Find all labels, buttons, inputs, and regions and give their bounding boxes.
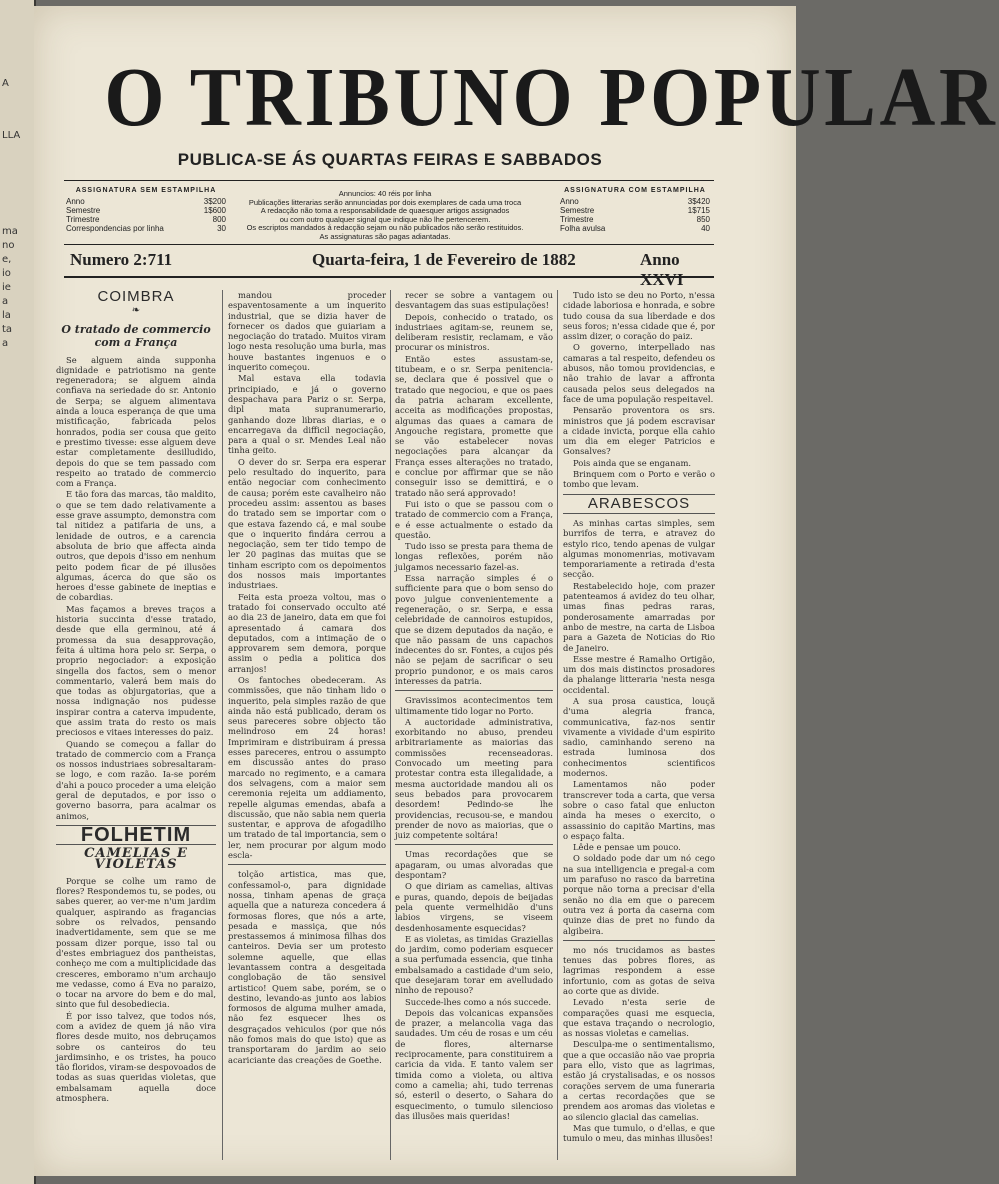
strip-fragment: la: [2, 310, 11, 321]
paragraph: Esse mestre é Ramalho Ortigão, um dos mais distinctos prosadores da phalange litteraria 'nesta nesga occidental.: [563, 653, 715, 695]
paragraph: E as violetas, as timidas Graziellas do jardim, como poderiam esquecer a sua perfumada essencia, que tinha embalsamado a castidade d'um seio, que desejaram torar em avelludado ninho de repouso?: [395, 933, 553, 996]
column-divider: [222, 290, 223, 1160]
paragraph: O que diriam as camelias, altivas e puras, quando, depois de beijadas pela quente vermelhidão d'uns labios virgens, se viseem desdenhosamente esquecidas?: [395, 881, 553, 933]
masthead-subtitle: PUBLICA-SE ÁS QUARTAS FEIRAS E SABBADOS: [177, 150, 603, 169]
feuilleton-title: CAMELIAS E VIOLETAS: [84, 846, 188, 872]
column-4: [563, 290, 715, 1144]
strip-fragment: e,: [2, 254, 12, 265]
paragraph: O dever do sr. Serpa era esperar pelo resultado do inquerito, para então negociar com conhecimento de causa; porém este cavalheiro não procedeu assim: assentou as bases do tratado sem se importar com o que estava fazendo cá, e mal soube que o inquerito findára cerrou a negociação, sem ter tido tempo de ler 20 paginas das muitas que se tinham escripto com os depoimentos dos nossos mais importantes industriaes.: [228, 456, 386, 591]
paragraph: Quando se começou a fallar do tratado de commercio com a França os nossos industriaes sobresaltaram-se logo, e com razão. Ia-se porém d'ahi a pouco proceder a uma eleição geral de deputados, e por isso o governo basorra, para acalmar os animos,: [56, 738, 216, 821]
paragraph: O soldado pode dar um nó cego na sua intelligencia e pregal-a com um parafuso no rasco da barretina porque não torna a precisar d'ella senão no dia em que o parecem outra vez á porta da caserna com quinze dias de pret no fundo da algibeira.: [563, 853, 715, 936]
paragraph: A sua prosa caustica, louçã d'uma alegria franca, communicativa, faz-nos sentir vivamente a vividade d'um espirito sadio, caminhando sereno na estrada luminosa dos conhecimentos scientificos modernos.: [563, 695, 715, 779]
issue-number: Numero 2:711: [70, 250, 173, 269]
paragraph: Depois, conhecido o tratado, os industriaes agitam-se, reunem se, deliberam resistir, reclamam, e vão procurar os ministros.: [395, 311, 553, 353]
paragraph: Succede-lhes como a nós succede.: [405, 996, 552, 1007]
paragraph: Mal estava ella todavia principiado, e já o governo despachava para Pariz o sr. Serpa, dipl mata supranumerario, ganhando doze libras diarias, e o encarregava da difficil negociação, para a qual o sr. Mendes Leal não tinha geito.: [228, 373, 386, 456]
subscription-right-heading: ASSIGNATURA COM ESTAMPILHA: [564, 187, 706, 194]
strip-fragment: ma: [2, 226, 18, 237]
subscription-row: Trimestre 800: [66, 215, 226, 224]
dateline-top-rule: [64, 244, 714, 245]
strip-fragment: ta: [2, 324, 13, 335]
paragraph: recer se sobre a vantagem ou desvantagem das suas estipulações!: [395, 290, 553, 311]
strip-fragment: io: [2, 268, 11, 279]
paragraph: Mas que tumulo, o d'ellas, e que tumulo o meu, das minhas illusões!: [563, 1122, 715, 1144]
masthead-title: O TRIBUNO POPULAR: [104, 51, 999, 144]
paragraph: Restabelecido hoje, com prazer patenteamos á avidez do teu olhar, umas finas pedras raras, ponderosamente amarradas por anbo de mestre, na carta de Lisboa para a Gazeta de Noticias do Rio de Janeiro.: [563, 580, 715, 653]
strip-fragment: LLA: [2, 130, 21, 141]
subscription-row: Correspondencias por linha 30: [66, 224, 226, 233]
paragraph: Pois ainda que se enganam.: [573, 457, 692, 468]
strip-fragment: a: [2, 296, 9, 307]
strip-fragment: A: [2, 78, 9, 89]
ornament: ❧: [131, 305, 141, 317]
paragraph: E tão fora das marcas, tão maldito, o que se tem dado relativamente a esse grave assumpto, demonstra com tal nitidez a patifaria de uns, a lenidade de outros, e a carencia absoluta de brio que affecta ainda outros, que depois d'isso em nenhum peito podem ficar de pé illusões algumas, ácerca do que são os heroes d'esse gabinete de ineptias e de cobardias.: [56, 489, 216, 603]
paragraph: Brinquem com o Porto e verão o tombo que levam.: [563, 469, 715, 490]
paragraph: Porque se colhe um ramo de flores? Respondemos tu, se podes, ou sabes querer, ao ver-me n'um jardim qualquer, aspirando as fragancias sobre os relvados, pensando inadvertidamente, sem que se me possam dizer porque, isso tal ou d'estes embriaguez dos pantheistas, conheço me com a multiplicidade das cresceres, emboramo n'um archaujo me vedasse, como á Eva no paraizo, o tocar na arvore do bem e do mal, sinto que ful desobediecia.: [56, 875, 216, 1010]
paragraph: Mas façamos a breves traços a historia succinta d'esse tratado, desde que ella germinou, até á promessa da sua desapprovação, feita á ultima hora pelo sr. Serpa, o proprio negociador: a exposição singella dos factos, sem o menor commentario, valerá bem mais do que todas as objurgatorias, que a nossa indignação nos pudesse inspirar contra a caterva impudente, que assim trata do resto os mais preciosos e vitaes interesses do paiz.: [56, 603, 216, 738]
paragraph: Então estes assustam-se, titubeam, e o sr. Serpa penitencia-se, declara que é possivel que o tratado que negociou, e que os paes da patria acharam excellente, acceita as modificações propostas, algumas das quaes a camara de Angouche registara, promette que se vão estabelecer novas negociações para alcançar da França esses alterações no tratado, e conclue por affirmar que se não conseguir isso se demittirá, e o tratado não será approvado!: [395, 353, 553, 498]
paragraph: Lêde e pensae um pouco.: [573, 842, 681, 853]
paragraph: mandou proceder espaventosamente a um inquerito industrial, que se dizia haver de fornecer os dados que guiariam a negociação do tratado. Muitos viram logo nesta resolução uma burla, mas houve bastantes ingenuos e o inquerito começou.: [228, 290, 386, 373]
paragraph: O governo, interpellado nas camaras a tal respeito, defendeu os abusos, não tomou providencias, e não trahio de lavar a affronta causada pelos seus delegados na face de uma população respeitavel.: [563, 342, 715, 404]
issue-year: Anno XXVI: [640, 250, 684, 289]
subscription-row: Trimestre 850: [560, 215, 710, 224]
subscription-right: [560, 186, 710, 233]
paragraph: É por isso talvez, que todos nós, com a avidez de quem já não vira flores desde muito, nos debruçamos sobre os canteiros do teu jardimsinho, e os tristes, ha pouco tão floridos, viram-se despovoados de todas as suas queridas violetas, que embalsamam aquella doce atmosphera.: [56, 1010, 216, 1104]
paragraph: tolção artistica, mas que, confessamol-o, para dignidade nossa, tinham apenas de graça aquella que a natureza concedera á formosas flores, que nós a arte, pesada e massiça, que nós prestassemos á minimosa filhas dos canteiros. Devia ser um protesto solemne aquelle, que ellas levantassem contra a desgeitada conglobação de tão sensivel artistico! Quem sabe, porém, se o destino, levando-as junto aos labios formosos de alguma mulher amada, não fez esquecer lhes os desgraçados vehiculos (por que nós não fomos mais do que isto) que as transportaram do jardim ao seio acariciante das creações de Goethe.: [228, 869, 386, 1065]
section-rule: [563, 513, 715, 514]
subscription-row: Semestre 1$600: [66, 206, 226, 215]
section-rule: [563, 940, 715, 941]
subscription-left-heading: ASSIGNATURA SEM ESTAMPILHA: [75, 187, 217, 194]
publication-notice: Annuncios: 40 réis por linha Publicações litterarias serão annunciadas por dois exemplares de cada uma troca A redacção não toma a responsabilidade de quaesquer artigos assignados ou com outro qualquer signal que indique não lhe pertencerem. Os escriptos mandados á redacção sejam ou não publicados não serão restituidos. As assignaturas são pagas adiantadas.: [246, 189, 524, 241]
subscription-row: Semestre 1$715: [560, 206, 710, 215]
column-divider: [557, 290, 558, 1160]
strip-fragment: no: [2, 240, 15, 251]
paragraph: Tudo isto se deu no Porto, n'essa cidade laboriosa e honrada, e sobre tudo cousa da sua liberdade e dos seus foros; n'essa cidade que é, por assim dizer, o coração do paiz.: [563, 290, 715, 342]
section-rule: [395, 844, 553, 845]
dateline: [70, 250, 710, 289]
paragraph: A auctoridade administrativa, exorbitando no abuso, prendeu arbitrariamente as maiorias das commissões recenseadoras. Convocado um meeting para protestar contra esta illegalidade, a mesma auctoridade mandou ali os seus bebados para provocarem desordem! Pedindo-se lhe providencias, recusou-se, e mandou prender de novo as maiorias, que o juiz competente soltára!: [395, 716, 553, 841]
masthead-rule: [64, 180, 714, 181]
paragraph: Os fantoches obedeceram. As commissões, que não tinham lido o inquerito, pela simples razão de que ainda não está publicado, deram os seus pareceres sobre objecto tão melindroso em 24 horas! Imprimiram e distribuiram á pressa esses pareceres, entrou o assumpto em discussão antes do praso marcado no regimento, e a camara dos selvagens, com a maior sem ceremonia rejeita um addiamento, repelle algumas emendas, abafa a discussão, que não sabia nem queria sustentar, e approva de afogadilho um tratado de tal importancia, sem o ler, nem procurar por algum modo escla-: [228, 674, 386, 861]
article-title: O tratado de commercio com a França: [61, 322, 211, 349]
subscription-left: [66, 186, 226, 233]
section-rule: [228, 864, 386, 865]
dateline-bottom-rule: [64, 276, 714, 278]
paragraph: Umas recordações que se apagaram, ou umas alvoradas que despontam?: [395, 849, 553, 881]
column-3: [395, 290, 553, 1122]
subscription-row: Anno 3$420: [560, 197, 710, 206]
strip-fragment: a: [2, 338, 9, 349]
paragraph: As minhas cartas simples, sem burrifos de terra, e atravez do estylo rico, tendo apenas de vulgar algumas monomenrias, motivavam temporariamente a retirada d'esta secção.: [563, 517, 715, 580]
subscription-row: Folha avulsa 40: [560, 224, 710, 233]
paragraph: Feita esta proeza voltou, mas o tratado foi conservado occulto até ao dia 23 de janeiro, data em que foi apresentado á camara dos deputados, com a intimação de o approvarem sem demora, porque assim o pedia a politica dos arranjos!: [228, 591, 386, 674]
paragraph: mo nós trucidamos as bastes tenues das pobres flores, as lagrimas respondem a esse infortunio, com as gotas de seiva ao corte que as divide.: [563, 944, 715, 996]
section-heading: COIMBRA: [97, 288, 175, 305]
paragraph: Fui isto o que se passou com o tratado de commercio com a França, e é esse actualmente o estado da questão.: [395, 498, 553, 540]
column-divider: [390, 290, 391, 1160]
strip-fragment: ie: [2, 282, 11, 293]
paragraph: Se alguem ainda supponha dignidade e patriotismo na gente regeneradora; se alguem ainda confiava na seriedade do sr. Antonio de Serpa; se alguem alimentava ainda a louca esperança de que uma mistificação, fabricada pelos honrados, podia ser cousa que geito e prestimo tivesse: esse alguem deve estar completamente desilludido, depois do que se tem passado com respeito ao tratado de commercio com a França.: [56, 354, 216, 489]
paragraph: Desculpa-me o sentimentalismo, que a que occasião não vae propria para ello, visto que as lagrimas, estão já crystalisadas, e os nossos corações servem de uma funeraria a certas recordações que se prendem aos aromas das violetas e ao silencio glacial das camelias.: [563, 1039, 715, 1122]
paragraph: Essa narração simples é o sufficiente para que o bom senso do povo julgue convenientemente a regeneração, o sr. Serpa, e essa celebridade de cannoiros estupidos, que se dizem deputados da nação, e que não passam de uns capachos indecentes do sr. Fontes, a cujos pés não se pejam de sacrificar o seu proprio pundonor, e os mais caros interesses da patria.: [395, 573, 553, 686]
subscription-row: Anno 3$200: [66, 197, 226, 206]
adjacent-page-strip: [0, 0, 36, 1184]
issue-date: Quarta-feira, 1 de Fevereiro de 1882: [312, 250, 576, 269]
paragraph: Levado n'esta serie de comparações quasi me esquecia, que estava traçando o necrologio, as nossas violetas e camelias.: [563, 997, 715, 1039]
paragraph: Tudo isso se presta para thema de longas reflexões, porém não julgamos necessario fazel-as.: [395, 541, 553, 572]
section-heading: FOLHETIM: [80, 823, 192, 846]
column-1: [56, 290, 216, 1104]
paragraph: Pensarão proventora os srs. ministros que já podem escravisar a cidade invicta, porque ella cahio um dia em eleger Patricios e Gonsalves?: [563, 405, 715, 457]
paragraph: Gravissimos acontecimentos tem ultimamente tido logar no Porto.: [395, 695, 553, 716]
paragraph: Depois das volcanicas expansões de prazer, a melancolia vaga das saudades. Um céu de rosas e um céu de flores, alternarse reciprocamente, para constituirem a caricia da vida. E tanto valem ser timida como a violeta, ou altiva como a camelia; ahi, tudo terrenas só, esteril o deserto, o Sahara do esquecimento, o tumulo silencioso das illusões mais queridas!: [395, 1007, 553, 1121]
section-heading: ARABESCOS: [587, 494, 691, 512]
column-2: [228, 290, 386, 1066]
paragraph: Lamentamos não poder transcrever toda a carta, que versa sobre o caso fatal que enlucton ainda ha meses o exercito, o assassinio do capitão Martins, mas o espaço falta.: [563, 779, 715, 841]
section-rule: [395, 690, 553, 691]
